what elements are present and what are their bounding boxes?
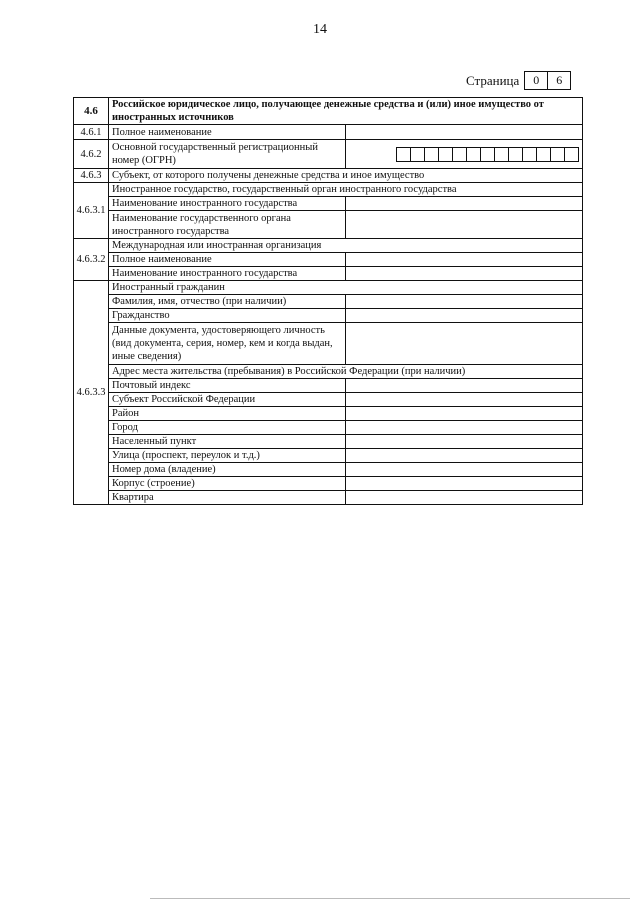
org-state-name-field[interactable] [346, 267, 583, 281]
page-field [466, 71, 571, 90]
table-row [74, 421, 583, 435]
ogrn-cell[interactable] [410, 147, 425, 162]
table-row [74, 169, 583, 183]
field-label: Корпус (строение) [109, 477, 346, 491]
postal-code-field[interactable] [346, 379, 583, 393]
org-full-name-field[interactable] [346, 253, 583, 267]
table-row [74, 281, 583, 295]
table-row [74, 463, 583, 477]
ogrn-cell[interactable] [550, 147, 565, 162]
field-label: Номер дома (владение) [109, 463, 346, 477]
field-label: Населенный пункт [109, 435, 346, 449]
field-label: Улица (проспект, переулок и т.д.) [109, 449, 346, 463]
ogrn-cell[interactable] [494, 147, 509, 162]
table-row [74, 295, 583, 309]
scan-edge-line [150, 898, 630, 899]
full-name-field[interactable] [346, 125, 583, 140]
section-header-row [74, 98, 583, 125]
table-row [74, 323, 583, 365]
section-code: 4.6 [74, 98, 109, 125]
field-label: Гражданство [109, 309, 346, 323]
row-code: 4.6.3.2 [74, 239, 109, 281]
table-row [74, 449, 583, 463]
page-number: 14 [313, 22, 327, 37]
field-label: Данные документа, удостоверяющего личность (вид документа, серия, номер, кем и когда выдан, иные сведения) [109, 323, 346, 365]
ogrn-cell[interactable] [396, 147, 411, 162]
row-code: 4.6.2 [74, 140, 109, 169]
table-row [74, 379, 583, 393]
field-label: Город [109, 421, 346, 435]
table-row [74, 125, 583, 140]
page-digit-cell[interactable]: 0 [524, 71, 548, 90]
field-label: Полное наименование [109, 253, 346, 267]
street-field[interactable] [346, 449, 583, 463]
ogrn-cell[interactable] [452, 147, 467, 162]
region-field[interactable] [346, 393, 583, 407]
subgroup-heading: Международная или иностранная организация [109, 239, 583, 253]
field-label: Основной государственный регистрационный номер (ОГРН) [109, 140, 346, 169]
row-code: 4.6.3 [74, 169, 109, 183]
table-row [74, 239, 583, 253]
identity-document-field[interactable] [346, 323, 583, 365]
state-body-name-field[interactable] [346, 211, 583, 239]
field-label: Фамилия, имя, отчество (при наличии) [109, 295, 346, 309]
city-field[interactable] [346, 421, 583, 435]
field-label: Наименование государственного органа иностранного государства [109, 211, 346, 239]
ogrn-cell[interactable] [466, 147, 481, 162]
field-label: Полное наименование [109, 125, 346, 140]
table-row [74, 253, 583, 267]
building-field[interactable] [346, 477, 583, 491]
table-row [74, 435, 583, 449]
table-row [74, 491, 583, 505]
settlement-field[interactable] [346, 435, 583, 449]
subgroup-heading: Иностранное государство, государственный орган иностранного государства [109, 183, 583, 197]
table-row [74, 267, 583, 281]
field-label: Почтовый индекс [109, 379, 346, 393]
ogrn-cell[interactable] [536, 147, 551, 162]
table-row [74, 140, 583, 169]
row-code: 4.6.3.3 [74, 281, 109, 505]
page-field-label: Страница [466, 72, 520, 88]
ogrn-field[interactable] [346, 140, 583, 169]
table-row [74, 197, 583, 211]
table-row [74, 477, 583, 491]
page-digit-cell[interactable]: 6 [547, 71, 571, 90]
section-title: Российское юридическое лицо, получающее денежные средства и (или) иное имущество от иностранных источников [109, 98, 583, 125]
table-row [74, 183, 583, 197]
row-code: 4.6.3.1 [74, 183, 109, 239]
table-row [74, 407, 583, 421]
form-table [73, 97, 583, 505]
field-label: Район [109, 407, 346, 421]
house-number-field[interactable] [346, 463, 583, 477]
subgroup-heading: Субъект, от которого получены денежные средства и иное имущество [109, 169, 583, 183]
ogrn-cell[interactable] [438, 147, 453, 162]
ogrn-cell[interactable] [480, 147, 495, 162]
district-field[interactable] [346, 407, 583, 421]
field-label: Квартира [109, 491, 346, 505]
subgroup-heading: Иностранный гражданин [109, 281, 583, 295]
field-label: Наименование иностранного государства [109, 197, 346, 211]
ogrn-cell[interactable] [424, 147, 439, 162]
ogrn-cells[interactable] [349, 147, 579, 162]
ogrn-cell[interactable] [508, 147, 523, 162]
full-name-person-field[interactable] [346, 295, 583, 309]
citizenship-field[interactable] [346, 309, 583, 323]
ogrn-cell[interactable] [522, 147, 537, 162]
table-row [74, 365, 583, 379]
subgroup-heading: Адрес места жительства (пребывания) в Российской Федерации (при наличии) [109, 365, 583, 379]
field-label: Наименование иностранного государства [109, 267, 346, 281]
apartment-field[interactable] [346, 491, 583, 505]
ogrn-cell[interactable] [564, 147, 579, 162]
table-row [74, 309, 583, 323]
field-label: Субъект Российской Федерации [109, 393, 346, 407]
row-code: 4.6.1 [74, 125, 109, 140]
table-row [74, 211, 583, 239]
foreign-state-name-field[interactable] [346, 197, 583, 211]
table-row [74, 393, 583, 407]
